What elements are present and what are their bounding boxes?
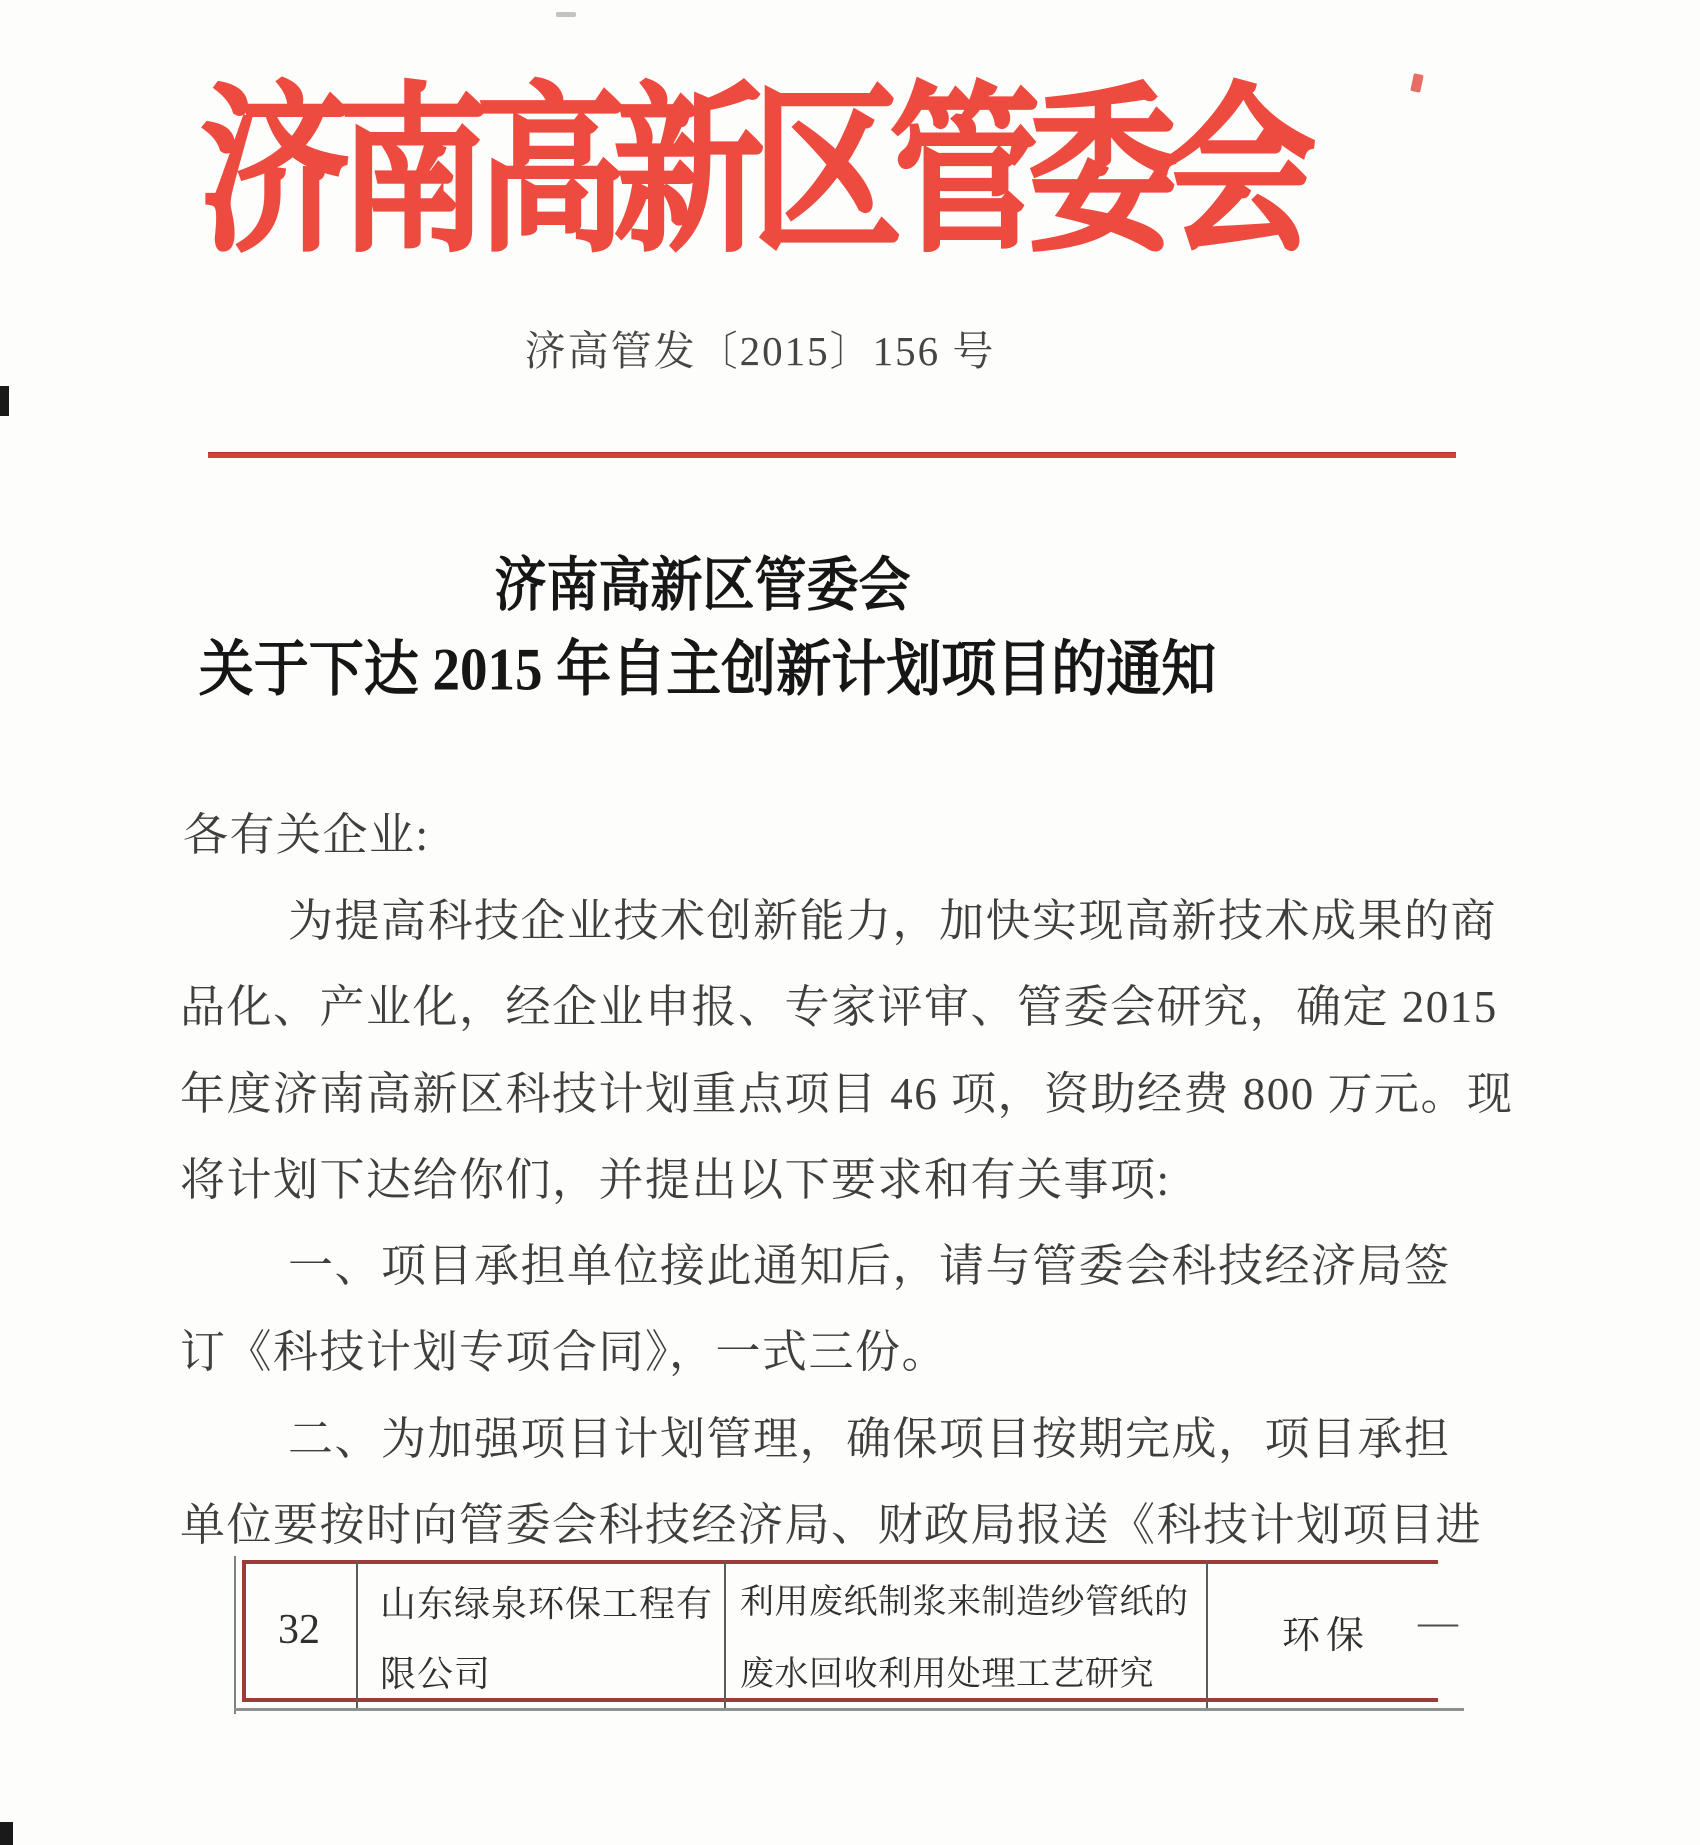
table-outer-left-line — [234, 1556, 236, 1714]
doc-title-line1: 济南高新区管委会 — [494, 554, 911, 619]
body-line: 年度济南高新区科技计划重点项目 46 项，资助经费 800 万元。现 — [180, 1069, 1514, 1119]
body-line: 将计划下达给你们，并提出以下要求和有关事项: — [180, 1155, 1171, 1205]
table-col-divider — [356, 1560, 358, 1708]
table-col-divider — [1206, 1560, 1208, 1708]
cell-field: 环保 — [1282, 1615, 1371, 1657]
scan-artifact-bottom-left — [0, 1822, 13, 1845]
body-line: 订《科技计划专项合同》，一式三份。 — [180, 1327, 949, 1377]
cell-company-line2: 限公司 — [380, 1654, 492, 1694]
body-line: 品化、产业化，经企业申报、专家评审、管委会研究，确定 2015 — [180, 982, 1498, 1032]
table-bottom-line — [234, 1708, 1464, 1711]
scan-artifact-red-speck — [1410, 73, 1424, 93]
body-line: 单位要按时向管委会科技经济局、财政局报送《科技计划项目进 — [180, 1500, 1483, 1550]
body-line: 一、项目承担单位接此通知后，请与管委会科技经济局签 — [288, 1241, 1451, 1291]
cell-project-line2: 废水回收利用处理工艺研究 — [740, 1656, 1154, 1693]
scan-artifact-top-dash — [556, 12, 576, 17]
red-divider-rule — [208, 452, 1456, 458]
cell-company-line1: 山东绿泉环保工程有 — [380, 1584, 714, 1624]
table-col-divider — [724, 1560, 726, 1708]
body-line: 二、为加强项目计划管理，确保项目按期完成，项目承担 — [288, 1414, 1451, 1464]
doc-title-line2: 关于下达 2015 年自主创新计划项目的通知 — [198, 635, 1217, 703]
cell-row-number: 32 — [278, 1607, 320, 1653]
body-salutation: 各有关企业: — [183, 810, 430, 860]
letterhead-org-name: 济南高新区管委会 — [200, 74, 1305, 274]
cell-project-line1: 利用废纸制浆来制造纱管纸的 — [740, 1584, 1189, 1621]
doc-number: 济高管发〔2015〕156 号 — [524, 328, 996, 374]
cell-amount-dash: — — [1418, 1599, 1458, 1644]
body-line: 为提高科技企业技术创新能力，加快实现高新技术成果的商 — [288, 896, 1498, 946]
scan-artifact-left-edge — [0, 386, 9, 416]
